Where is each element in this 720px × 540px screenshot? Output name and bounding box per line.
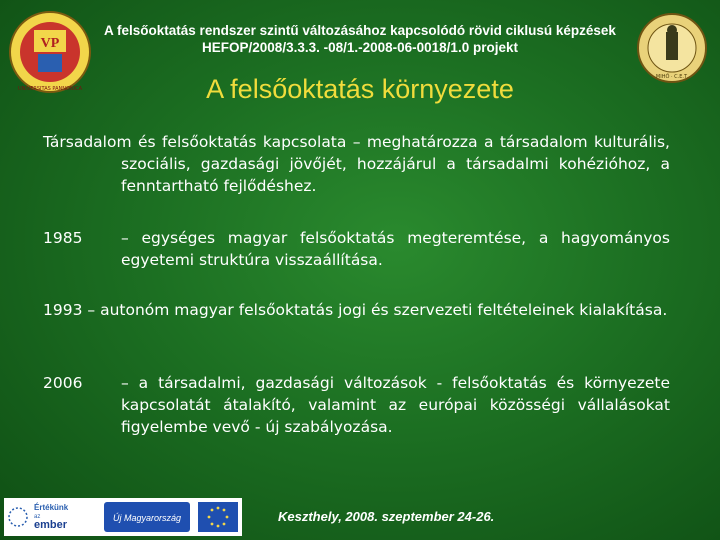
timeline-item-1985 — [43, 227, 670, 271]
timeline-item-2006 — [43, 372, 670, 438]
timeline-item-1993 — [43, 299, 670, 321]
svg-text:az: az — [34, 514, 41, 520]
intro-paragraph — [43, 131, 670, 197]
uj-magyarorszag-logo — [104, 502, 190, 532]
item-text: – a társadalmi, gazdasági változások - felsőoktatás és környezete kapcsolatát átalakító, valamint az európai közösségi vállalásokat figyelembe vevő - új szabályozása. — [121, 374, 670, 436]
logo-right-ring-text: MIHŐ · C.E.T. — [655, 74, 689, 80]
svg-text:Új Magyarország: Új Magyarország — [112, 513, 182, 523]
header-title — [95, 22, 625, 56]
item-year: 1993 — [43, 301, 83, 319]
svg-text:ember: ember — [34, 519, 68, 531]
slide-title: A felsőoktatás környezete — [206, 74, 514, 104]
header-line-1: A felsőoktatás rendszer szintű változásához kapcsolódó rövid ciklusú képzések — [104, 23, 616, 38]
svg-text:Értékünk: Értékünk — [34, 503, 69, 512]
logo-left-monogram: VP — [40, 36, 60, 51]
item-text: – autonóm magyar felsőoktatás jogi és szervezeti feltételeinek kialakítása. — [87, 301, 668, 319]
item-year: 1985 — [43, 229, 83, 247]
erteke-az-ember-logo — [6, 500, 98, 534]
footer-place-date: Keszthely, 2008. szeptember 24-26. — [278, 509, 495, 524]
intro-text: Társadalom és felsőoktatás kapcsolata – meghatározza a társadalom kulturális, szociális, gazdasági jövőjét, hozzájárul a társadalmi kohézióhoz, a fenntartható fejlődéshez. — [43, 133, 670, 195]
item-year: 2006 — [43, 374, 83, 392]
eu-flag-icon — [198, 502, 238, 532]
header-line-2: HEFOP/2008/3.3.3. -08/1.-2008-06-0018/1.0 projekt — [202, 40, 518, 55]
item-text: – egységes magyar felsőoktatás megteremtése, a hagyományos egyetemi struktúra visszaállítása. — [121, 229, 670, 269]
logo-left-ring-text: UNIVERSITAS PANNONICA — [17, 86, 83, 92]
